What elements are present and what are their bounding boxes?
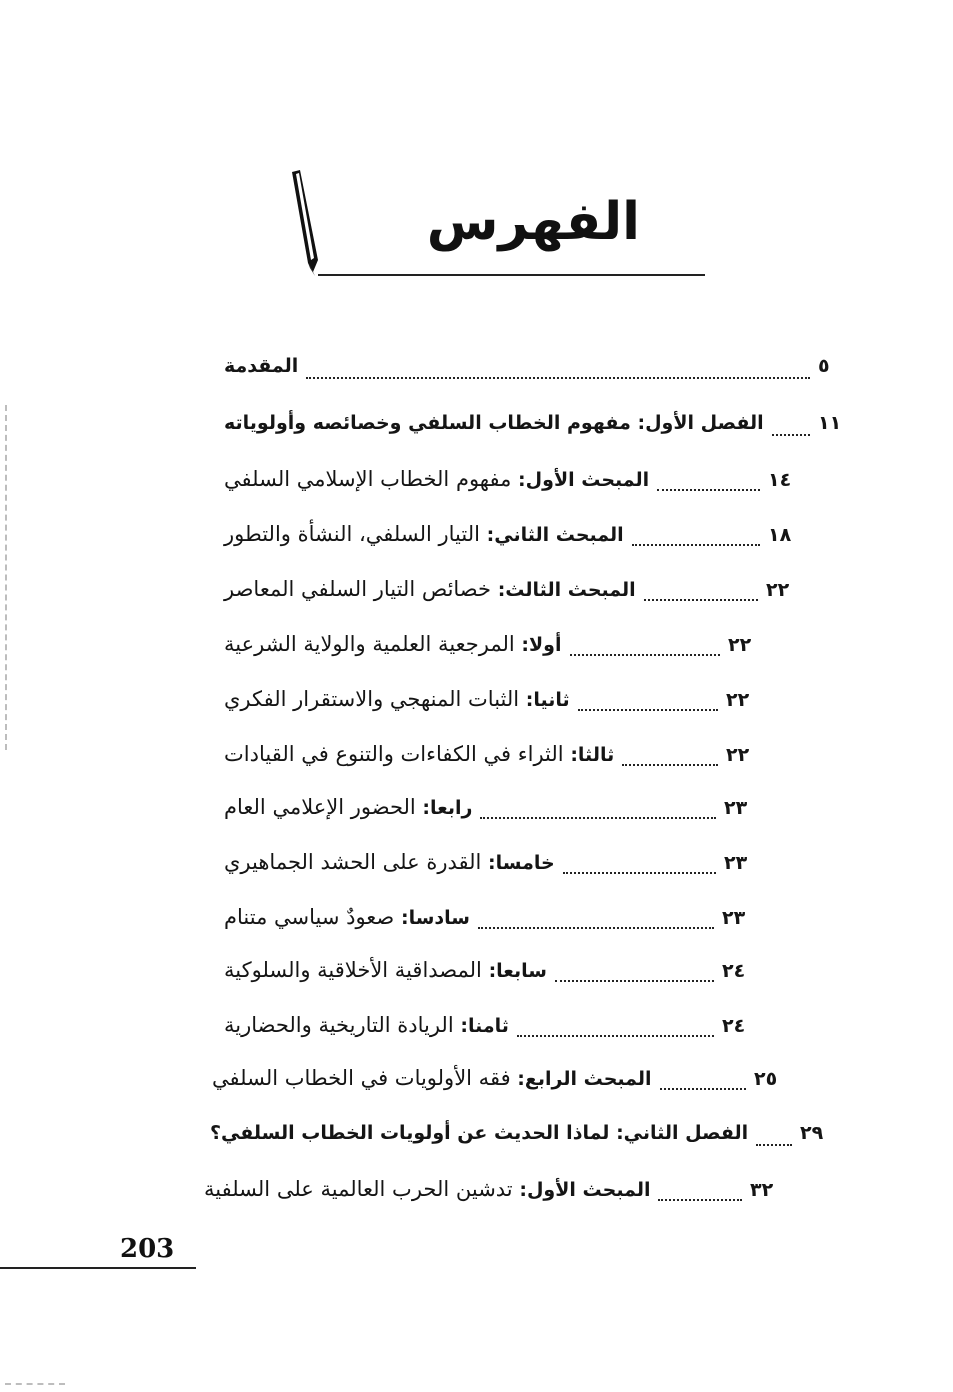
toc-entry-lead: خامسا: <box>488 852 555 874</box>
toc-entry-text: القدرة على الحشد الجماهيري <box>224 850 482 874</box>
toc-entry-text: لماذا الحديث عن أولويات الخطاب السلفي؟ <box>210 1122 610 1144</box>
toc-entry <box>224 958 750 992</box>
dot-leader <box>644 599 758 601</box>
toc-entry-lead: الفصل الأول: <box>637 412 764 434</box>
toc-entry-text: تدشين الحرب العالمية على السلفية <box>204 1177 513 1201</box>
title-underline <box>318 274 705 276</box>
toc-entry-lead: المبحث الثالث: <box>497 579 636 601</box>
toc-entry-text: المصداقية الأخلاقية والسلوكية <box>224 958 482 982</box>
toc-entry-lead: سابعا: <box>488 960 547 982</box>
dot-leader <box>578 709 718 711</box>
dot-leader <box>478 927 714 929</box>
toc-entry-lead: ثامنا: <box>460 1015 509 1037</box>
toc-entry-lead: أولا: <box>521 634 562 656</box>
scan-edge-mark <box>5 1383 65 1385</box>
dot-leader <box>517 1035 714 1037</box>
footer-rule <box>0 1267 196 1269</box>
toc-entry-lead: المبحث الرابع: <box>517 1068 652 1090</box>
dot-leader <box>772 434 810 436</box>
toc-entry-lead: المبحث الثاني: <box>486 524 624 546</box>
toc-entry-lead: رابعا: <box>422 797 473 819</box>
toc-entry <box>224 577 794 611</box>
toc-entry <box>204 1177 778 1211</box>
toc-entry-lead: المبحث الأول: <box>518 469 650 491</box>
dot-leader <box>622 764 718 766</box>
toc-entry <box>224 467 796 501</box>
toc-entry-text: مفهوم الخطاب الإسلامي السلفي <box>224 467 512 491</box>
toc-entry-text: مفهوم الخطاب السلفي وخصائصه وأولوياته <box>224 412 631 434</box>
pen-icon <box>286 168 326 278</box>
toc-page-number: ٢٢ <box>726 689 750 711</box>
toc-page-number: ٢٣ <box>724 797 748 819</box>
toc-entry <box>212 1066 782 1100</box>
toc-entry <box>210 1122 828 1156</box>
toc-entry <box>224 850 752 884</box>
toc-page-number: ٢٣ <box>724 852 748 874</box>
toc-page-number: ٢٢ <box>726 744 750 766</box>
toc-page-number: ١٤ <box>768 469 792 491</box>
toc-page-number: ٢٩ <box>800 1122 824 1144</box>
toc-entry <box>224 742 754 776</box>
dot-leader <box>658 1199 742 1201</box>
dot-leader <box>570 654 721 656</box>
toc-entry-text: خصائص التيار السلفي المعاصر <box>224 577 492 601</box>
toc-entry-text: الريادة التاريخية والحضارية <box>224 1013 454 1037</box>
toc-page-number: ٢٤ <box>722 960 746 982</box>
dot-leader <box>480 817 716 819</box>
toc-entry-text: الثراء في الكفاءات والتنوع في القيادات <box>224 742 564 766</box>
toc-entry-lead: ثالثا: <box>570 744 615 766</box>
toc-page-number: ٢٥ <box>754 1068 778 1090</box>
toc-entry-lead: الفصل الثاني: <box>616 1122 749 1144</box>
toc-entry <box>224 905 750 939</box>
toc-entry-text: فقه الأولويات في الخطاب السلفي <box>212 1066 511 1090</box>
page-number: 203 <box>120 1234 175 1264</box>
dot-leader <box>632 544 760 546</box>
toc-entry <box>224 355 846 389</box>
toc-page-number: ٢٣ <box>722 907 746 929</box>
toc-entry <box>224 522 796 556</box>
dot-leader <box>563 872 716 874</box>
toc-page-number: ٣٢ <box>750 1179 774 1201</box>
toc-entry <box>224 412 846 446</box>
toc-entry-text: المرجعية العلمية والولاية الشرعية <box>224 632 515 656</box>
toc-page-number: ٢٤ <box>722 1015 746 1037</box>
toc-page-number: ٥ <box>818 355 830 377</box>
toc-entry <box>224 795 752 829</box>
dot-leader <box>306 377 810 379</box>
toc-page-number: ١٨ <box>768 524 792 546</box>
toc-entry <box>224 1013 750 1047</box>
dot-leader <box>756 1144 792 1146</box>
toc-entry <box>224 632 756 666</box>
page-title: الفهرس <box>426 192 640 252</box>
scan-margin-mark <box>5 405 7 750</box>
toc-page-number: ٢٢ <box>766 579 790 601</box>
toc-entry-text: الثبات المنهجي والاستقرار الفكري <box>224 687 520 711</box>
toc-entry-lead: ثانيا: <box>525 689 570 711</box>
toc-entry-text: التيار السلفي، النشأة والتطور <box>224 522 480 546</box>
toc-page-number: ١١ <box>818 412 842 434</box>
toc-entry-text: الحضور الإعلامي العام <box>224 795 416 819</box>
toc-entry-lead: سادسا: <box>400 907 470 929</box>
toc-page-number: ٢٢ <box>728 634 752 656</box>
toc-entry-lead: المقدمة <box>224 355 299 377</box>
toc-entry <box>224 687 754 721</box>
dot-leader <box>657 489 760 491</box>
toc-entry-lead: المبحث الأول: <box>519 1179 651 1201</box>
toc-entry-text: صعودٌ سياسي متنام <box>224 905 395 929</box>
dot-leader <box>555 980 714 982</box>
dot-leader <box>660 1088 746 1090</box>
